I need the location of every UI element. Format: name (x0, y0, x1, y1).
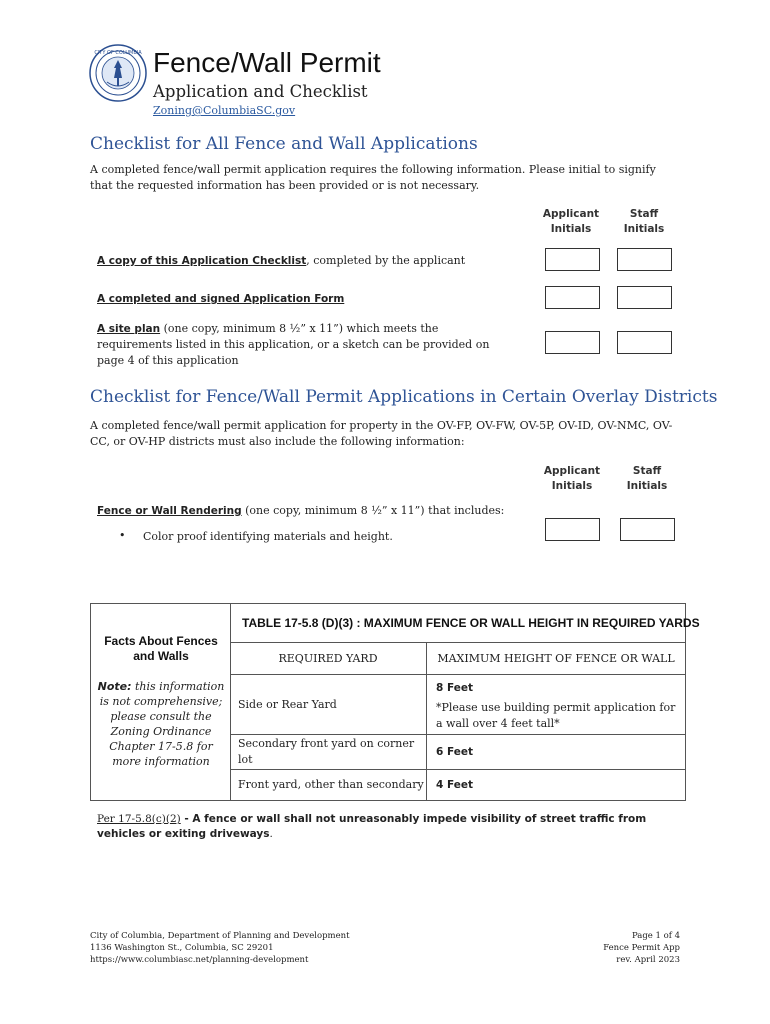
bullet-dot: • (119, 529, 126, 542)
staff-initials-field-1[interactable] (617, 248, 672, 271)
ordinance-reference: Per 17-5.8(c)(2) - A fence or wall shall not unreasonably impede visibility of street traffic from vehicles or exiting driveways. (97, 813, 647, 840)
bullet-color-proof: Color proof identifying materials and height. (143, 530, 393, 543)
section1-col-applicant: Applicant Initials (542, 208, 600, 235)
facts-note: Note: this information is not comprehensive; please consult the Zoning Ordinance Chapter 17-5.8 for more information (97, 680, 225, 768)
table-row-yard-2: Secondary front yard on corner lot (238, 737, 415, 766)
table-row-yard-1: Side or Rear Yard (238, 698, 337, 711)
staff-initials-field-2[interactable] (617, 286, 672, 309)
footer-address: 1136 Washington St., Columbia, SC 29201 (90, 943, 274, 953)
section1-intro: A completed fence/wall permit application requires the following information. Please initial to signify that the requested information has been provided or is not necessary. (90, 163, 656, 192)
zoning-email-link[interactable]: Zoning@ColumbiaSC.gov (153, 104, 296, 117)
footer-dept: City of Columbia, Department of Planning and Development (90, 931, 350, 941)
page-title: Fence/Wall Permit (153, 47, 381, 78)
checklist-item-rendering: Fence or Wall Rendering (one copy, minimum 8 ½” x 11”) that includes: (97, 504, 505, 517)
seal-text: CITY OF COLUMBIA (94, 50, 142, 56)
ordinance-link[interactable]: Per 17-5.8(c)(2) (97, 813, 181, 825)
section2-col-applicant: Applicant Initials (543, 465, 601, 492)
footer-left (90, 930, 350, 966)
footer-rev: rev. April 2023 (616, 955, 680, 965)
table-row-note-1: *Please use building permit application for a wall over 4 feet tall* (436, 701, 676, 730)
staff-initials-field-4[interactable] (620, 518, 675, 541)
applicant-initials-field-4[interactable] (545, 518, 600, 541)
facts-title: Facts About Fences and Walls (104, 634, 218, 663)
checklist-item-copy: A copy of this Application Checklist, completed by the applicant (97, 254, 466, 267)
section1-col-staff: Staff Initials (623, 208, 665, 235)
section1-heading: Checklist for All Fence and Wall Applications (90, 134, 478, 154)
city-seal-logo (89, 44, 147, 102)
table-header-height: MAXIMUM HEIGHT OF FENCE OR WALL (437, 652, 675, 665)
applicant-initials-field-1[interactable] (545, 248, 600, 271)
footer-url[interactable]: https://www.columbiasc.net/planning-development (90, 955, 309, 965)
table-row-height-1: 8 Feet (436, 682, 473, 694)
applicant-initials-field-3[interactable] (545, 331, 600, 354)
height-table (90, 603, 700, 801)
section2-col-staff: Staff Initials (626, 465, 668, 492)
footer-doc: Fence Permit App (603, 943, 680, 953)
table-row-yard-3: Front yard, other than secondary (238, 778, 424, 791)
page-subtitle: Application and Checklist (153, 82, 368, 101)
footer-right (560, 930, 680, 966)
section2-intro: A completed fence/wall permit application for property in the OV-FP, OV-FW, OV-5P, OV-ID, OV-NMC, OV-CC, or OV-HP districts must also include the following information: (90, 419, 673, 448)
applicant-initials-field-2[interactable] (545, 286, 600, 309)
table-header-yard: REQUIRED YARD (278, 652, 378, 665)
table-row-height-3: 4 Feet (436, 779, 473, 791)
section2-heading: Checklist for Fence/Wall Permit Applications in Certain Overlay Districts (90, 387, 718, 407)
staff-initials-field-3[interactable] (617, 331, 672, 354)
checklist-item-form: A completed and signed Application Form (97, 293, 345, 305)
table-row-height-2: 6 Feet (436, 746, 473, 758)
checklist-item-site-plan: A site plan (one copy, minimum 8 ½” x 11”) which meets the requirements listed in this application, or a sketch can be provided on page 4 of this application (97, 322, 490, 367)
table-title: TABLE 17-5.8 (D)(3) : MAXIMUM FENCE OR WALL HEIGHT IN REQUIRED YARDS (242, 616, 700, 630)
footer-page: Page 1 of 4 (631, 931, 680, 941)
